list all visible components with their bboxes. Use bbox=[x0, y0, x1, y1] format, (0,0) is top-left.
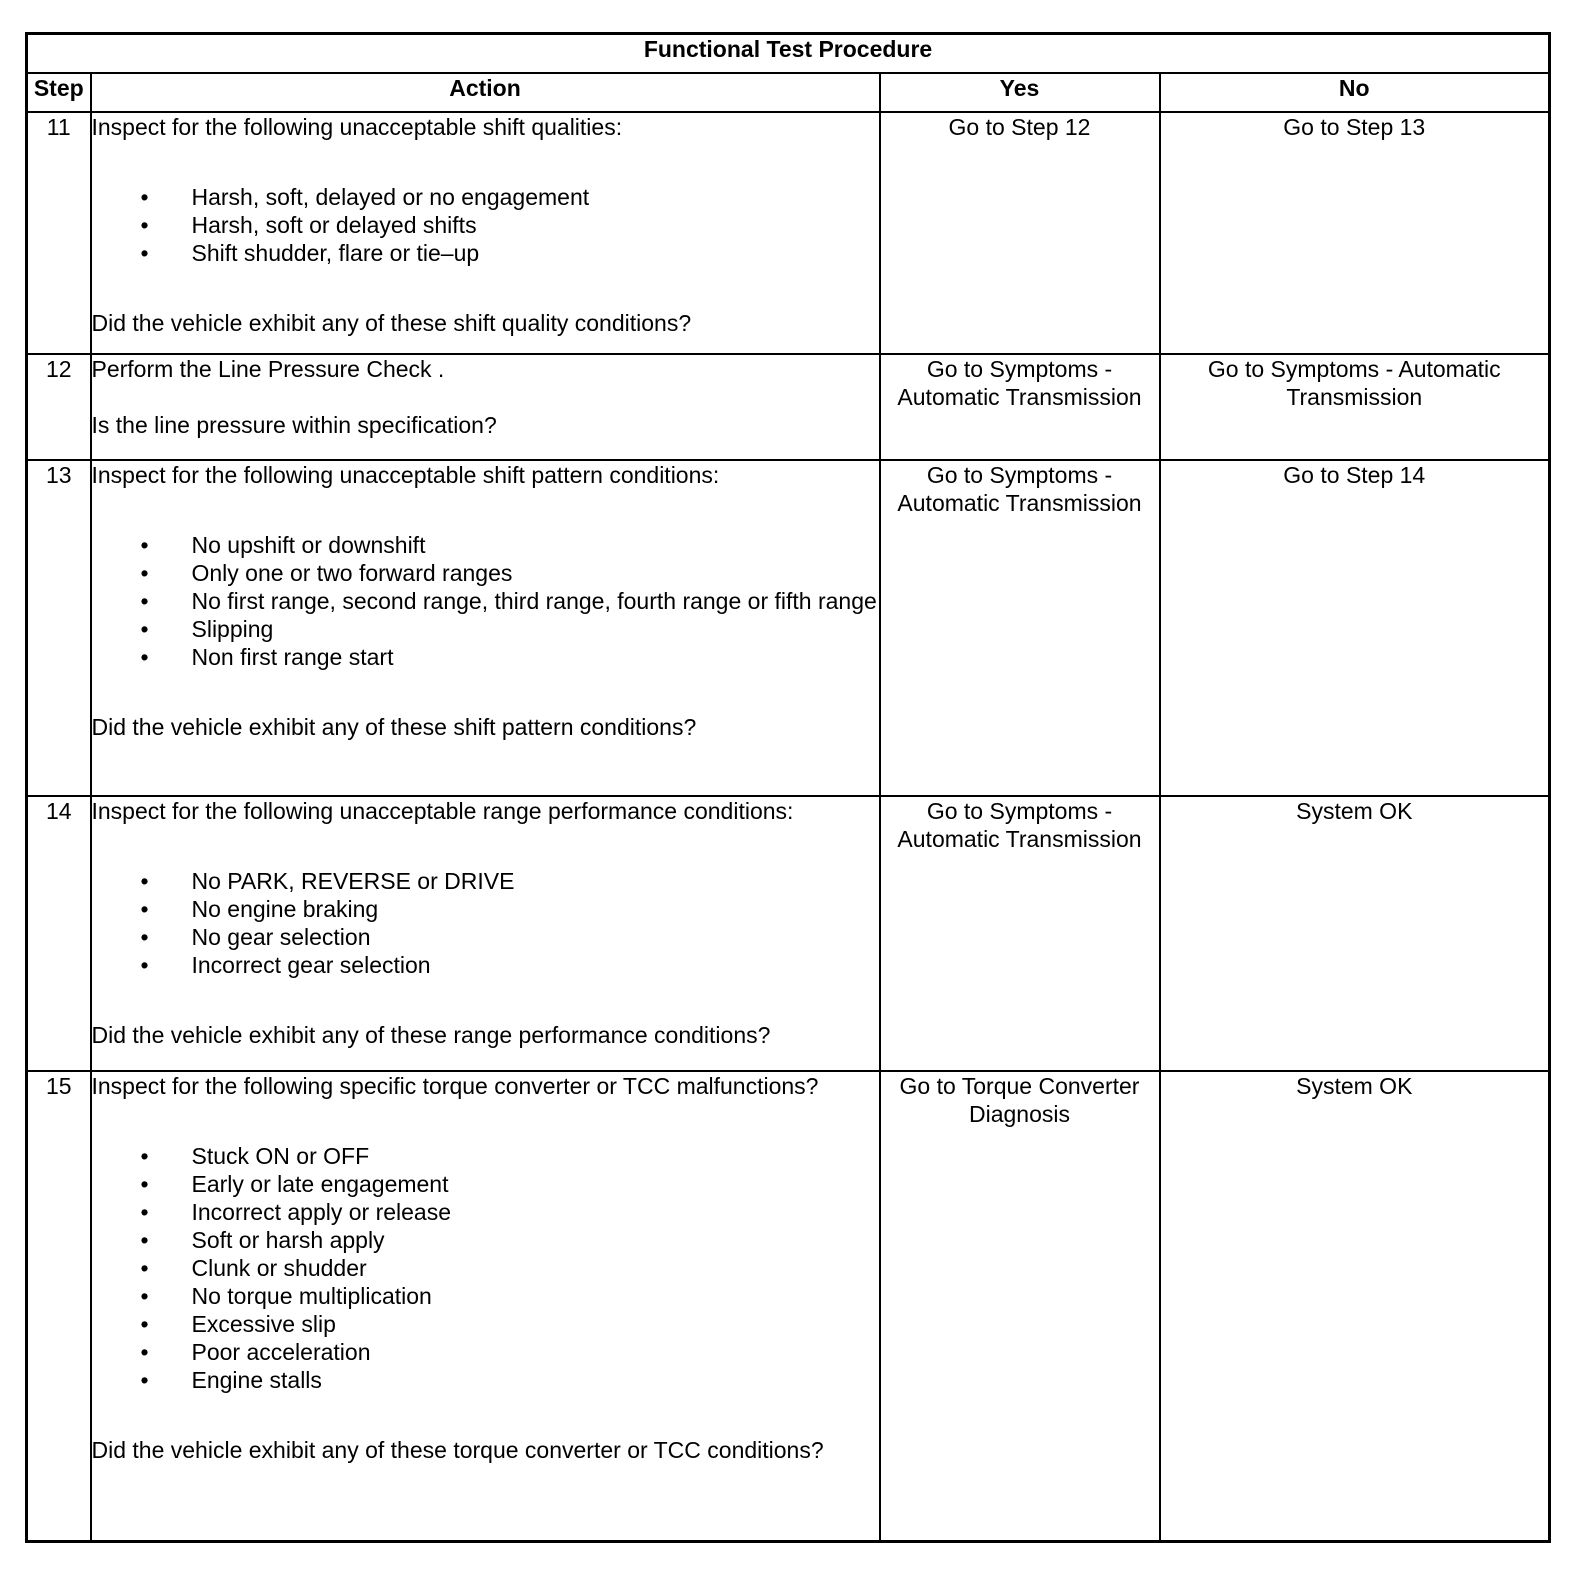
step-number: 12 bbox=[27, 354, 91, 460]
list-item: • No gear selection bbox=[92, 923, 879, 951]
no-result: System OK bbox=[1160, 1071, 1550, 1541]
condition-list bbox=[92, 183, 879, 267]
action-cell bbox=[91, 112, 880, 354]
list-item: • Harsh, soft, delayed or no engagement bbox=[92, 183, 879, 211]
list-item: • Harsh, soft or delayed shifts bbox=[92, 211, 879, 239]
list-item: • Slipping bbox=[92, 615, 879, 643]
list-item: • No engine braking bbox=[92, 895, 879, 923]
table-row bbox=[27, 112, 1550, 354]
table-title: Functional Test Procedure bbox=[27, 34, 1550, 74]
action-intro: Inspect for the following unacceptable range performance conditions: bbox=[91, 798, 794, 824]
action-question: Did the vehicle exhibit any of these shift pattern conditions? bbox=[91, 714, 697, 740]
yes-result: Go to Symptoms - Automatic Transmission bbox=[880, 354, 1160, 460]
action-question: Did the vehicle exhibit any of these torque converter or TCC conditions? bbox=[91, 1437, 824, 1463]
list-item: • Stuck ON or OFF bbox=[92, 1142, 879, 1170]
action-question: Did the vehicle exhibit any of these shift quality conditions? bbox=[91, 310, 692, 336]
step-number: 15 bbox=[27, 1071, 91, 1541]
list-item: • Incorrect apply or release bbox=[92, 1198, 879, 1226]
condition-list bbox=[92, 867, 879, 979]
action-intro: Inspect for the following unacceptable shift qualities: bbox=[91, 114, 623, 140]
no-result: Go to Step 14 bbox=[1160, 460, 1550, 796]
header-no: No bbox=[1160, 73, 1550, 112]
header-yes: Yes bbox=[880, 73, 1160, 112]
step-number: 13 bbox=[27, 460, 91, 796]
list-item: • Non first range start bbox=[92, 643, 879, 671]
table-row bbox=[27, 354, 1550, 460]
action-intro: Inspect for the following unacceptable shift pattern conditions: bbox=[91, 462, 720, 488]
action-question: Is the line pressure within specification? bbox=[91, 412, 497, 438]
list-item: • Incorrect gear selection bbox=[92, 951, 879, 979]
condition-list bbox=[92, 1142, 879, 1394]
table-row bbox=[27, 1071, 1550, 1541]
action-intro: Inspect for the following specific torque converter or TCC malfunctions? bbox=[91, 1073, 819, 1099]
yes-result: Go to Torque Converter Diagnosis bbox=[880, 1071, 1160, 1541]
table-title-row bbox=[27, 34, 1550, 74]
list-item: • Engine stalls bbox=[92, 1366, 879, 1394]
functional-test-table bbox=[25, 32, 1551, 1543]
list-item: • No first range, second range, third range, fourth range or fifth range bbox=[92, 587, 879, 615]
yes-result: Go to Symptoms - Automatic Transmission bbox=[880, 460, 1160, 796]
condition-list bbox=[92, 531, 879, 671]
yes-result: Go to Step 12 bbox=[880, 112, 1160, 354]
header-step: Step bbox=[27, 73, 91, 112]
header-action: Action bbox=[91, 73, 880, 112]
list-item: • Soft or harsh apply bbox=[92, 1226, 879, 1254]
table-header-row bbox=[27, 73, 1550, 112]
list-item: • Shift shudder, flare or tie–up bbox=[92, 239, 879, 267]
action-cell bbox=[91, 1071, 880, 1541]
list-item: • No upshift or downshift bbox=[92, 531, 879, 559]
list-item: • No torque multiplication bbox=[92, 1282, 879, 1310]
no-result: Go to Symptoms - Automatic Transmission bbox=[1160, 354, 1550, 460]
table-row bbox=[27, 460, 1550, 796]
action-cell bbox=[91, 460, 880, 796]
list-item: • Excessive slip bbox=[92, 1310, 879, 1338]
list-item: • Early or late engagement bbox=[92, 1170, 879, 1198]
step-number: 14 bbox=[27, 796, 91, 1071]
table-row bbox=[27, 796, 1550, 1071]
list-item: • Clunk or shudder bbox=[92, 1254, 879, 1282]
no-result: System OK bbox=[1160, 796, 1550, 1071]
no-result: Go to Step 13 bbox=[1160, 112, 1550, 354]
list-item: • No PARK, REVERSE or DRIVE bbox=[92, 867, 879, 895]
action-cell bbox=[91, 354, 880, 460]
list-item: • Only one or two forward ranges bbox=[92, 559, 879, 587]
list-item: • Poor acceleration bbox=[92, 1338, 879, 1366]
action-intro: Perform the Line Pressure Check . bbox=[91, 356, 445, 382]
step-number: 11 bbox=[27, 112, 91, 354]
action-cell bbox=[91, 796, 880, 1071]
yes-result: Go to Symptoms - Automatic Transmission bbox=[880, 796, 1160, 1071]
action-question: Did the vehicle exhibit any of these range performance conditions? bbox=[91, 1022, 771, 1048]
